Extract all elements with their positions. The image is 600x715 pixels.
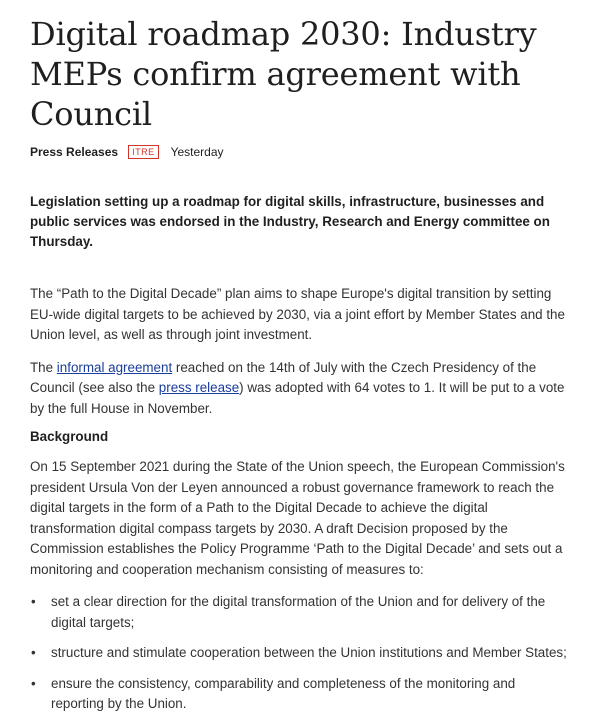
- article-meta: [30, 144, 570, 160]
- publish-date: Yesterday: [170, 145, 224, 159]
- list-item: [30, 643, 570, 664]
- list-item-text: structure and stimulate cooperation between the Union institutions and Member States;: [51, 645, 567, 660]
- list-item-text: ensure the consistency, comparability and completeness of the monitoring and reporting by the Union.: [51, 675, 516, 711]
- article-lead: Legislation setting up a roadmap for digital skills, infrastructure, businesses and public services was endorsed in the Industry, Research and Energy committee on Thursday.: [30, 194, 550, 249]
- press-release-link[interactable]: press release: [158, 380, 240, 395]
- bullet-icon: •: [31, 645, 36, 660]
- list-item-text: set a clear direction for the digital transformation of the Union and for delivery of the digital targets;: [51, 594, 546, 630]
- category-link[interactable]: Press Releases: [30, 145, 119, 159]
- paragraph-agreement: [30, 358, 570, 420]
- paragraph-path-to-digital-decade: The “Path to the Digital Decade” plan aims to shape Europe's digital transition by setting EU-wide digital targets to be achieved by 2030, via a joint effort by Member States and the Union level, as well as through joint investment.: [30, 286, 565, 342]
- paragraph-background: On 15 September 2021 during the State of the Union speech, the European Commission's president Ursula Von der Leyen announced a robust governance framework to reach the digital targets in the form of a Path to the Digital Decade to achieve the digital transformation digital compass targets by 2030. A draft Decision proposed by the Commission establishes the Policy Programme ‘Path to the Digital Decade’ and sets out a monitoring and cooperation mechanism consisting of measures to:: [30, 459, 565, 577]
- committee-badge[interactable]: ITRE: [128, 145, 159, 159]
- list-item: [30, 674, 570, 715]
- paragraph-text: The: [30, 359, 57, 375]
- informal-agreement-link[interactable]: informal agreement: [56, 359, 173, 375]
- measures-list: [30, 592, 570, 715]
- list-item: [30, 592, 570, 633]
- paragraph-text: reached on the 14th of July with the Czech Presidency of the Council (see also the: [30, 359, 537, 395]
- article-title: Digital roadmap 2030: Industry MEPs confirm agreement with Council: [30, 15, 537, 133]
- bullet-icon: •: [31, 594, 36, 609]
- bullet-icon: •: [31, 675, 36, 691]
- paragraph-text: ) was adopted with 64 votes to 1. It will be put to a vote by the full House in November.: [30, 380, 565, 416]
- background-heading: Background: [30, 429, 109, 444]
